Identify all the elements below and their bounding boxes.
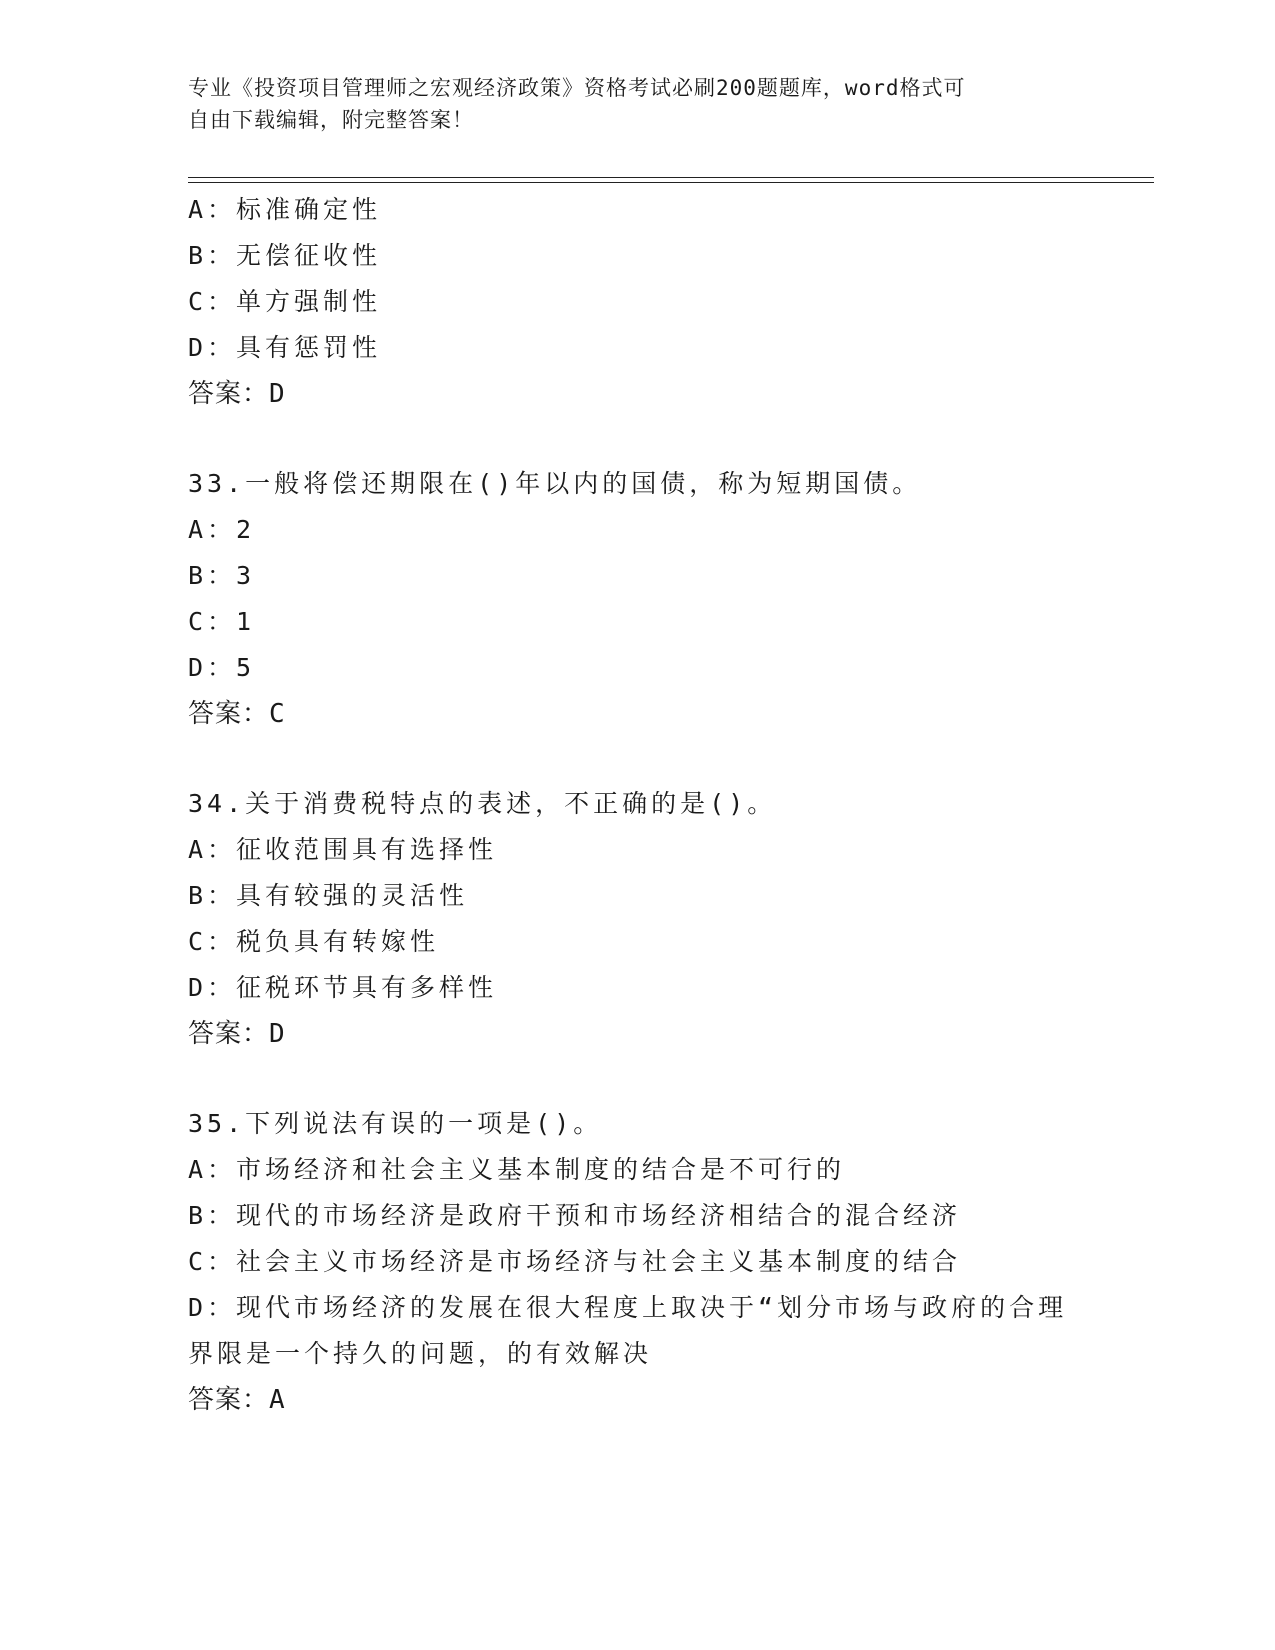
option-b: B：现代的市场经济是政府干预和市场经济相结合的混合经济 [188,1201,962,1230]
option-a: A：标准确定性 [188,195,382,224]
option-c: C：单方强制性 [188,287,382,316]
option-c: C：税负具有转嫁性 [188,927,440,956]
question-text: 34.关于消费税特点的表述，不正确的是()。 [188,789,777,818]
option-c: C：社会主义市场经济是市场经济与社会主义基本制度的结合 [188,1247,962,1276]
answer: 答案：C [188,699,286,729]
header-divider-bottom [188,182,1154,183]
question-text: 33.一般将偿还期限在()年以内的国债，称为短期国债。 [188,469,922,498]
option-b: B：无偿征收性 [188,241,382,270]
question-list [188,187,1088,1423]
option-b: B：具有较强的灵活性 [188,881,469,910]
question-32 [188,187,1088,417]
answer: 答案：A [188,1385,286,1415]
question-33 [188,461,1088,737]
header-title-line-2: 自由下载编辑，附完整答案！ [188,108,474,132]
option-c: C：1 [188,607,256,636]
option-d: D：征税环节具有多样性 [188,973,498,1002]
option-a: A：市场经济和社会主义基本制度的结合是不可行的 [188,1155,846,1184]
question-34 [188,781,1088,1057]
header-divider-top [188,177,1154,178]
option-a: A：征收范围具有选择性 [188,835,498,864]
option-a: A：2 [188,515,256,544]
question-35 [188,1101,1088,1423]
document-header [188,72,1088,136]
answer: 答案：D [188,1019,286,1049]
option-d: D：5 [188,653,256,682]
question-text: 35.下列说法有误的一项是()。 [188,1109,603,1138]
option-d: D：现代市场经济的发展在很大程度上取决于“划分市场与政府的合理界限是一个持久的问题，的有效解决 [188,1293,1068,1368]
answer: 答案：D [188,379,286,409]
header-title-line-1: 专业《投资项目管理师之宏观经济政策》资格考试必刷200题题库，word格式可 [188,76,966,100]
option-b: B：3 [188,561,256,590]
option-d: D：具有惩罚性 [188,333,382,362]
